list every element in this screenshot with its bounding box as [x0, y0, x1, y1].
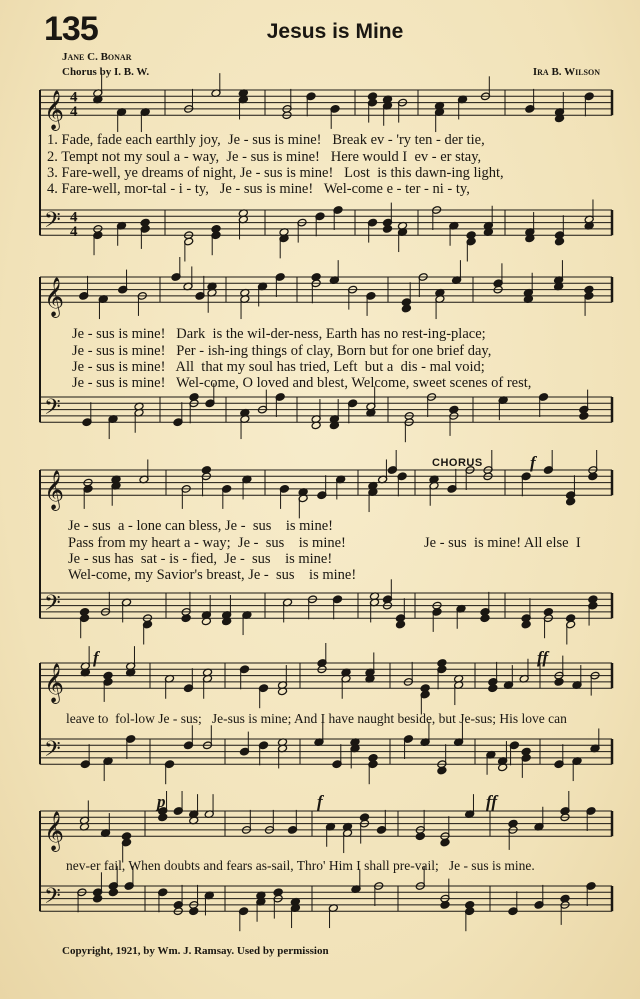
- copyright-notice: Copyright, 1921, by Wm. J. Ramsay. Used by permission: [62, 945, 329, 957]
- note-head: [158, 813, 168, 822]
- bass-clef: 𝄢: [44, 394, 61, 425]
- note-head: [588, 472, 598, 481]
- chorus-start-lyric: Je - sus is mine! All else I: [424, 535, 581, 551]
- verse-2-line-1: 2. Tempt not my soul a - way, Je - sus is mine! Here would I ev - er stay,: [47, 149, 482, 165]
- forte-marking: f: [93, 648, 99, 667]
- fortissimo-marking: ff: [486, 792, 498, 811]
- note-head: [415, 832, 425, 841]
- verse-3-line-3: Je - sus has sat - is - fied, Je - sus is mine!: [68, 551, 333, 567]
- note-head: [401, 304, 411, 313]
- fortissimo-marking: ff: [537, 648, 549, 667]
- verse-1-line-3: Je - sus a - lone can bless, Je - sus is mine!: [68, 518, 333, 534]
- note-head: [440, 838, 450, 847]
- treble-clef: 𝄞: [44, 663, 65, 704]
- verse-1-line-2: Je - sus is mine! Dark is the wil-der-ness, Earth has no rest-ing-place;: [72, 326, 486, 342]
- verse-2-line-3: Pass from my heart a - way; Je - sus is mine!: [68, 535, 346, 551]
- treble-clef: 𝄞: [44, 277, 65, 318]
- note-head: [108, 888, 118, 897]
- note-head: [437, 766, 447, 775]
- bass-clef: 𝄢: [44, 883, 61, 914]
- note-head: [521, 620, 531, 629]
- verse-3-line-1: 3. Fare-well, ye dreams of night, Je - sus is mine! Lost is this dawn-ing light,: [47, 165, 504, 181]
- composer-credit: Ira B. Wilson: [532, 66, 600, 78]
- note-head: [554, 237, 564, 246]
- note-head: [181, 614, 191, 623]
- note-head: [440, 901, 450, 910]
- verse-2-line-2: Je - sus is mine! Per - ish-ing things of clay, Born but for one brief day,: [72, 343, 492, 359]
- note-head: [579, 412, 589, 421]
- bass-clef: 𝄢: [44, 590, 61, 621]
- time-signature-upper: 4: [70, 89, 78, 106]
- note-head: [395, 620, 405, 629]
- bass-clef: 𝄢: [44, 207, 61, 238]
- piano-marking: p: [157, 792, 166, 811]
- note-head: [382, 225, 392, 234]
- verse-3-line-2: Je - sus is mine! All that my soul has tried, Left but a dis - mal void;: [72, 359, 485, 375]
- chorus-line-1: leave to fol-low Je - sus; Je-sus is mine; And I have naught beside, but Je-sus; His love can: [66, 711, 567, 726]
- note-head: [488, 684, 498, 693]
- treble-clef: 𝄞: [44, 470, 65, 511]
- chorus-label: CHORUS: [432, 457, 483, 469]
- note-head: [480, 614, 490, 623]
- time-signature-upper: 4: [70, 209, 78, 226]
- note-head: [554, 678, 564, 687]
- forte-marking: f: [530, 453, 536, 472]
- verse-1-line-1: 1. Fade, fade each earthly joy, Je - sus is mine! Break ev - 'ry ten - der tie,: [47, 132, 485, 148]
- chorus-credit: Chorus by I. B. W.: [62, 66, 150, 78]
- treble-clef: 𝄞: [44, 90, 65, 131]
- hymn-title: Jesus is Mine: [266, 20, 404, 43]
- author-credit: Jane C. Bonar: [62, 51, 132, 63]
- time-signature-lower: 4: [70, 104, 78, 121]
- note-head: [566, 497, 576, 506]
- verse-4-line-3: Wel-come, my Savior's breast, Je - sus is mine!: [68, 567, 357, 583]
- note-head: [189, 907, 199, 916]
- forte-marking: f: [317, 792, 323, 811]
- bass-clef: 𝄢: [44, 736, 61, 767]
- chorus-line-2: nev-er fail, When doubts and fears as-sail, Thro' Him I shall pre-vail; Je - sus is mine.: [66, 858, 535, 873]
- verse-4-line-2: Je - sus is mine! Wel-come, O loved and blest, Welcome, sweet scenes of rest,: [72, 375, 532, 391]
- hymn-number: 135: [44, 10, 98, 48]
- time-signature-lower: 4: [70, 224, 78, 241]
- note-head: [93, 894, 103, 903]
- verse-4-line-1: 4. Fare-well, mor-tal - i - ty, Je - sus is mine! Wel-come e - ter - ni - ty,: [47, 181, 470, 197]
- treble-clef: 𝄞: [44, 811, 65, 852]
